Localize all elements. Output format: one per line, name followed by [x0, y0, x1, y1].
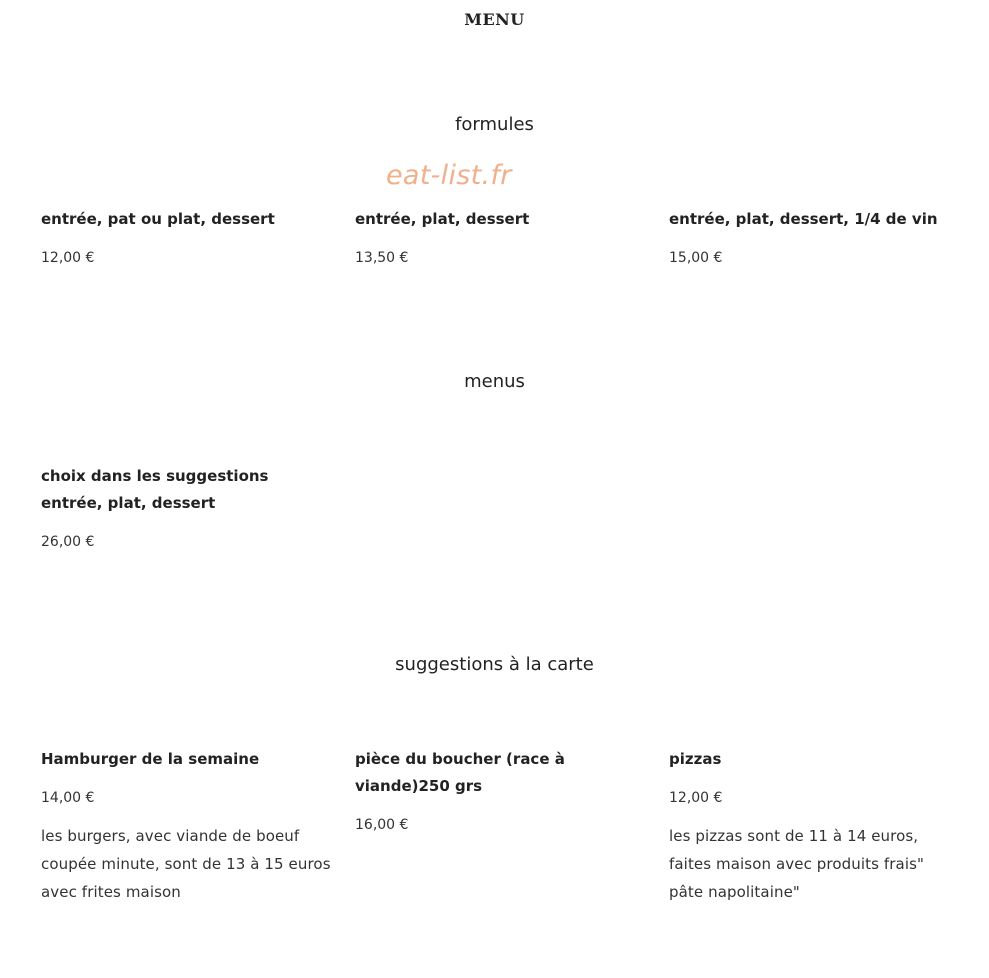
item-name: entrée, plat, dessert, 1/4 de vin [669, 210, 938, 228]
item-price: 14,00 € [41, 790, 95, 806]
item-price: 13,50 € [355, 250, 409, 266]
item-name: pièce du boucher (race à viande)250 grs [355, 750, 565, 795]
item-price: 15,00 € [669, 250, 723, 266]
section-title-formules: formules [455, 114, 534, 135]
item-price: 12,00 € [41, 250, 95, 266]
page-title: MENU [464, 10, 525, 29]
section-title-suggestions: suggestions à la carte [395, 654, 594, 675]
item-name: Hamburger de la semaine [41, 750, 260, 768]
item-name: pizzas [669, 750, 722, 768]
menu-item [669, 746, 959, 906]
item-price: 12,00 € [669, 790, 723, 806]
item-name: choix dans les suggestions entrée, plat, dessert [41, 467, 269, 512]
item-description: les pizzas sont de 11 à 14 euros, faites maison avec produits frais" pâte napolitaine" [669, 827, 925, 901]
menu-item [355, 746, 650, 835]
item-price: 16,00 € [355, 817, 409, 833]
menu-item [41, 206, 336, 268]
menu-item [41, 746, 336, 906]
section-title-menus: menus [464, 371, 525, 392]
item-name: entrée, pat ou plat, dessert [41, 210, 275, 228]
watermark: eat-list.fr [386, 160, 512, 191]
menu-item [355, 206, 650, 268]
menu-item [41, 463, 331, 552]
item-name: entrée, plat, dessert [355, 210, 530, 228]
item-description: les burgers, avec viande de boeuf coupée minute, sont de 13 à 15 euros avec frites maison [41, 827, 331, 901]
menu-item [669, 206, 969, 268]
item-price: 26,00 € [41, 534, 95, 550]
